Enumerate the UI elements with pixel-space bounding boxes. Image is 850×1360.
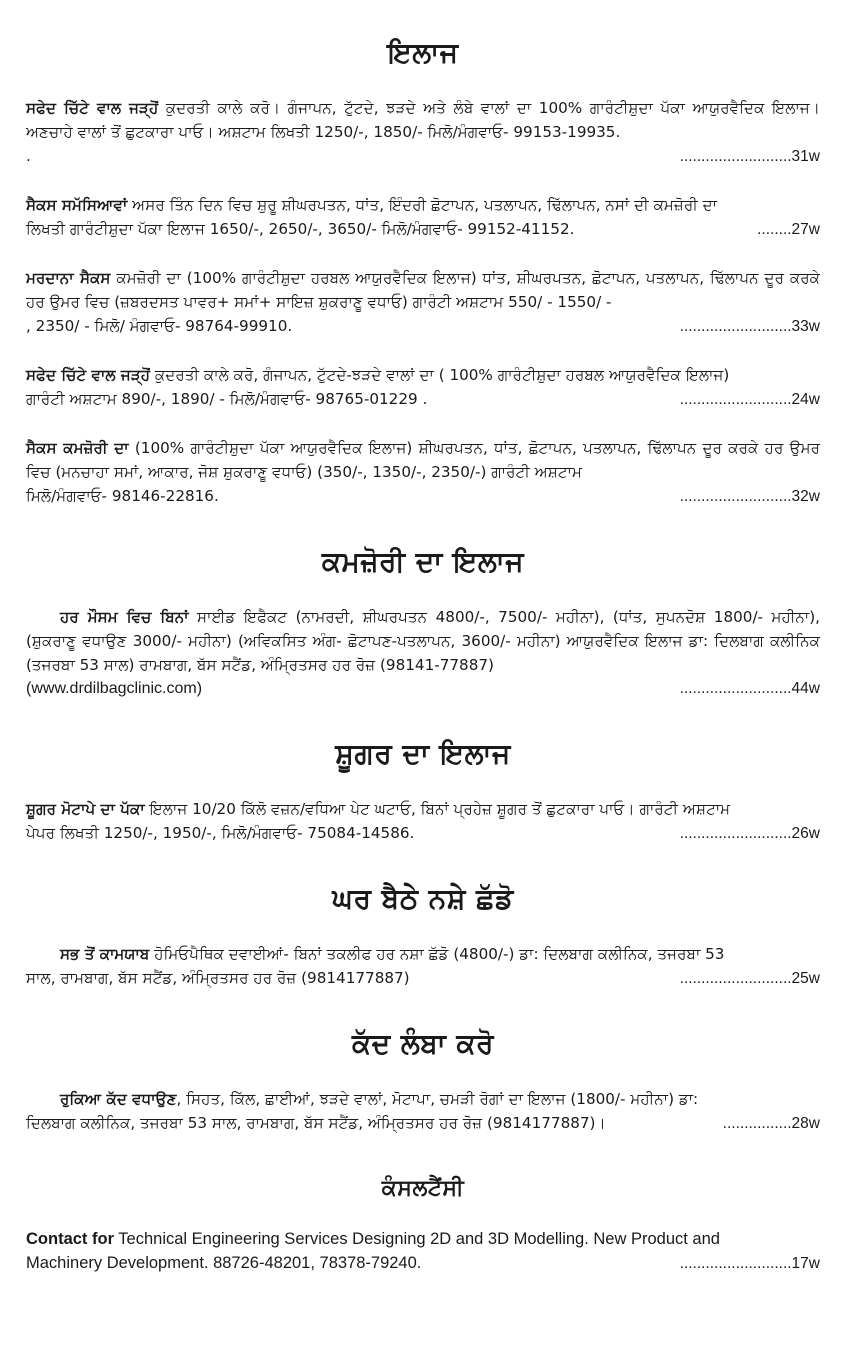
section-heading-quit-addiction: ਘਰ ਬੈਠੇ ਨਸ਼ੇ ਛੱਡੋ xyxy=(332,882,514,915)
section-heading-treatment: ਇਲਾਜ xyxy=(387,36,459,69)
ad-code: ..........................31w xyxy=(679,148,820,165)
ad-32w: ਸੈਕਸ ਕਮਜ਼ੋਰੀ ਦਾ (100% ਗਾਰੰਟੀਸ਼ੁਦਾ ਪੱਕਾ ਆਯੁਰਵੈਦਿਕ ਇਲਾਜ) ਸ਼ੀਘਰਪਤਨ, ਧਾਂਤ, ਛੋਟਾਪਨ, ਪਤਲਾਪਨ, ਢਿੱਲਾਪਨ ਦੂਰ ਕਰਕੇ ਹਰ ਉਮਰ ਵਿਚ (ਮਨਚਾਹਾ ਸਮਾਂ, ਆਕਾਰ, ਜੋਸ਼ ਸ਼ੁਕਰਾਣੂ ਵਧਾਓ) (350/-, 1350/-, 2350/-) ਗਾਰੰਟੀ ਅਸ਼ਟਾਮ ਮਿਲੋ/ਮੰਗਵਾਓ- 98146-22816. ..........................32w xyxy=(26,436,820,509)
ad-17w: Contact for Technical Engineering Services Designing 2D and 3D Modelling. New Product and Machinery Development. 88726-48201, 78378-79240. ..........................17w xyxy=(26,1227,820,1276)
section-heading-sugar: ਸ਼ੂਗਰ ਦਾ ਇਲਾਜ xyxy=(335,737,511,770)
ad-code: ..........................17w xyxy=(679,1255,820,1272)
ad-code: ..........................32w xyxy=(679,488,820,505)
ad-code: ..........................44w xyxy=(679,680,820,697)
section-heading-weakness: ਕਮਜ਼ੋਰੀ ਦਾ ਇਲਾਜ xyxy=(321,545,525,578)
ad-25w: ਸਭ ਤੋਂ ਕਾਮਯਾਬ ਹੋਮਿਓਪੈਥਿਕ ਦਵਾਈਆਂ- ਬਿਨਾਂ ਤਕਲੀਫ ਹਰ ਨਸ਼ਾ ਛੱਡੋ (4800/-) ਡਾ: ਦਿਲਬਾਗ ਕਲੀਨਿਕ, ਤਜਰਬਾ 53 ਸਾਲ, ਰਾਮਬਾਗ, ਬੱਸ ਸਟੈਂਡ, ਅੰਮ੍ਰਿਤਸਰ ਹਰ ਰੋਜ਼ (9814177887) ..........................25w xyxy=(26,942,820,991)
ad-24w: ਸਫੇਦ ਚਿੱਟੇ ਵਾਲ ਜੜ੍ਹੋਂ ਕੁਦਰਤੀ ਕਾਲੇ ਕਰੋ, ਗੰਜਾਪਨ, ਟੁੱਟਦੇ-ਝੜਦੇ ਵਾਲਾਂ ਦਾ ( 100% ਗਾਰੰਟੀਸ਼ੁਦਾ ਹਰਬਲ ਆਯੁਰਵੈਦਿਕ ਇਲਾਜ) ਗਾਰੰਟੀ ਅਸ਼ਟਾਮ 890/-, 1890/ - ਮਿਲੋ/ਮੰਗਵਾਓ- 98765-01229 . ..........................24w xyxy=(26,363,820,412)
ad-44w: ਹਰ ਮੌਸਮ ਵਿਚ ਬਿਨਾਂ ਸਾਈਡ ਇਫੈਕਟ (ਨਾਮਰਦੀ, ਸ਼ੀਘਰਪਤਨ 4800/-, 7500/- ਮਹੀਨਾ), (ਧਾਂਤ, ਸੁਪਨਦੋਸ਼ 1800/- ਮਹੀਨਾ), (ਸ਼ੁਕਰਾਣੂ ਵਧਾਉਣ 3000/- ਮਹੀਨਾ) (ਅਵਿਕਸਿਤ ਅੰਗ- ਛੋਟਾਪਣ-ਪਤਲਾਪਨ, 3600/- ਮਹੀਨਾ) ਆਯੁਰਵੈਦਿਕ ਇਲਾਜ ਡਾ: ਦਿਲਬਾਗ ਕਲੀਨਿਕ (ਤਜਰਬਾ 53 ਸਾਲ) ਰਾਮਬਾਗ, ਬੱਸ ਸਟੈਂਡ, ਅੰਮ੍ਰਿਤਸਰ ਹਰ ਰੋਜ਼ (98141-77887) (www.drdilbagclinic.com) ..........................44w xyxy=(26,605,820,701)
ad-code: ..........................25w xyxy=(679,970,820,987)
ad-31w: ਸਫੇਦ ਚਿੱਟੇ ਵਾਲ ਜੜ੍ਹੋਂ ਕੁਦਰਤੀ ਕਾਲੇ ਕਰੋ। ਗੰਜਾਪਨ, ਟੁੱਟਦੇ, ਝੜਦੇ ਅਤੇ ਲੰਬੇ ਵਾਲਾਂ ਦਾ 100% ਗਾਰੰਟੀਸ਼ੁਦਾ ਪੱਕਾ ਆਯੁਰਵੈਦਿਕ ਇਲਾਜ। ਅਣਚਾਹੇ ਵਾਲਾਂ ਤੋਂ ਛੁਟਕਾਰਾ ਪਾਓ। ਅਸ਼ਟਾਮ ਲਿਖਤੀ 1250/-, 1850/- ਮਿਲੋ/ਮੰਗਵਾਓ- 99153-19935. . ..........................31w xyxy=(26,96,820,169)
ad-code: ........27w xyxy=(757,221,820,238)
ad-33w: ਮਰਦਾਨਾ ਸੈਕਸ ਕਮਜ਼ੋਰੀ ਦਾ (100% ਗਾਰੰਟੀਸ਼ੁਦਾ ਹਰਬਲ ਆਯੁਰਵੈਦਿਕ ਇਲਾਜ) ਧਾਂਤ, ਸ਼ੀਘਰਪਤਨ, ਛੋਟਾਪਨ, ਪਤਲਾਪਨ, ਢਿੱਲਾਪਨ ਦੂਰ ਕਰਕੇ ਹਰ ਉਮਰ ਵਿਚ (ਜ਼ਬਰਦਸਤ ਪਾਵਰ+ ਸਮਾਂ+ ਸਾਇਜ਼ ਸ਼ੁਕਰਾਣੂ ਵਧਾਓ) ਗਾਰੰਟੀ ਅਸ਼ਟਾਮ 550/ - 1550/ - , 2350/ - ਮਿਲੋ/ ਮੰਗਵਾਓ- 98764-99910. ..........................33w xyxy=(26,266,820,339)
ad-28w: ਰੁਕਿਆ ਕੱਦ ਵਧਾਉਣ, ਸਿਹਤ, ਕਿੱਲ, ਛਾਈਆਂ, ਝੜਦੇ ਵਾਲਾਂ, ਮੋਟਾਪਾ, ਚਮੜੀ ਰੋਗਾਂ ਦਾ ਇਲਾਜ (1800/- ਮਹੀਨਾ) ਡਾ: ਦਿਲਬਾਗ ਕਲੀਨਿਕ, ਤਜਰਬਾ 53 ਸਾਲ, ਰਾਮਬਾਗ, ਬੱਸ ਸਟੈਂਡ, ਅੰਮ੍ਰਿਤਸਰ ਹਰ ਰੋਜ਼ (9814177887)। ................28w xyxy=(26,1087,820,1136)
ad-code: ................28w xyxy=(722,1115,820,1132)
ad-code: ..........................26w xyxy=(679,825,820,842)
section-heading-height: ਕੱਦ ਲੰਬਾ ਕਰੋ xyxy=(352,1027,494,1060)
ad-26w: ਸ਼ੂਗਰ ਮੋਟਾਪੇ ਦਾ ਪੱਕਾ ਇਲਾਜ 10/20 ਕਿੱਲੋ ਵਜ਼ਨ/ਵਧਿਆ ਪੇਟ ਘਟਾਓ, ਬਿਨਾਂ ਪ੍ਰਹੇਜ਼ ਸ਼ੂਗਰ ਤੋਂ ਛੁਟਕਾਰਾ ਪਾਓ। ਗਾਰੰਟੀ ਅਸ਼ਟਾਮ ਪੇਪਰ ਲਿਖਤੀ 1250/-, 1950/-, ਮਿਲੋ/ਮੰਗਵਾਓ- 75084-14586. ..........................26w xyxy=(26,797,820,846)
section-heading-consultancy: ਕੰਸਲਟੈਂਸੀ xyxy=(381,1176,465,1201)
ad-27w: ਸੈਕਸ ਸਮੱਸਿਆਵਾਂ ਅਸਰ ਤਿੰਨ ਦਿਨ ਵਿਚ ਸ਼ੁਰੂ ਸ਼ੀਘਰਪਤਨ, ਧਾਂਤ, ਇੰਦਰੀ ਛੋਟਾਪਨ, ਪਤਲਾਪਨ, ਢਿੱਲਾਪਨ, ਨਸਾਂ ਦੀ ਕਮਜ਼ੋਰੀ ਦਾ ਲਿਖਤੀ ਗਾਰੰਟੀਸ਼ੁਦਾ ਪੱਕਾ ਇਲਾਜ 1650/-, 2650/-, 3650/- ਮਿਲੋ/ਮੰਗਵਾਓ- 99152-41152. ........27w xyxy=(26,193,820,242)
ad-code: ..........................33w xyxy=(679,318,820,335)
ad-code: ..........................24w xyxy=(679,391,820,408)
